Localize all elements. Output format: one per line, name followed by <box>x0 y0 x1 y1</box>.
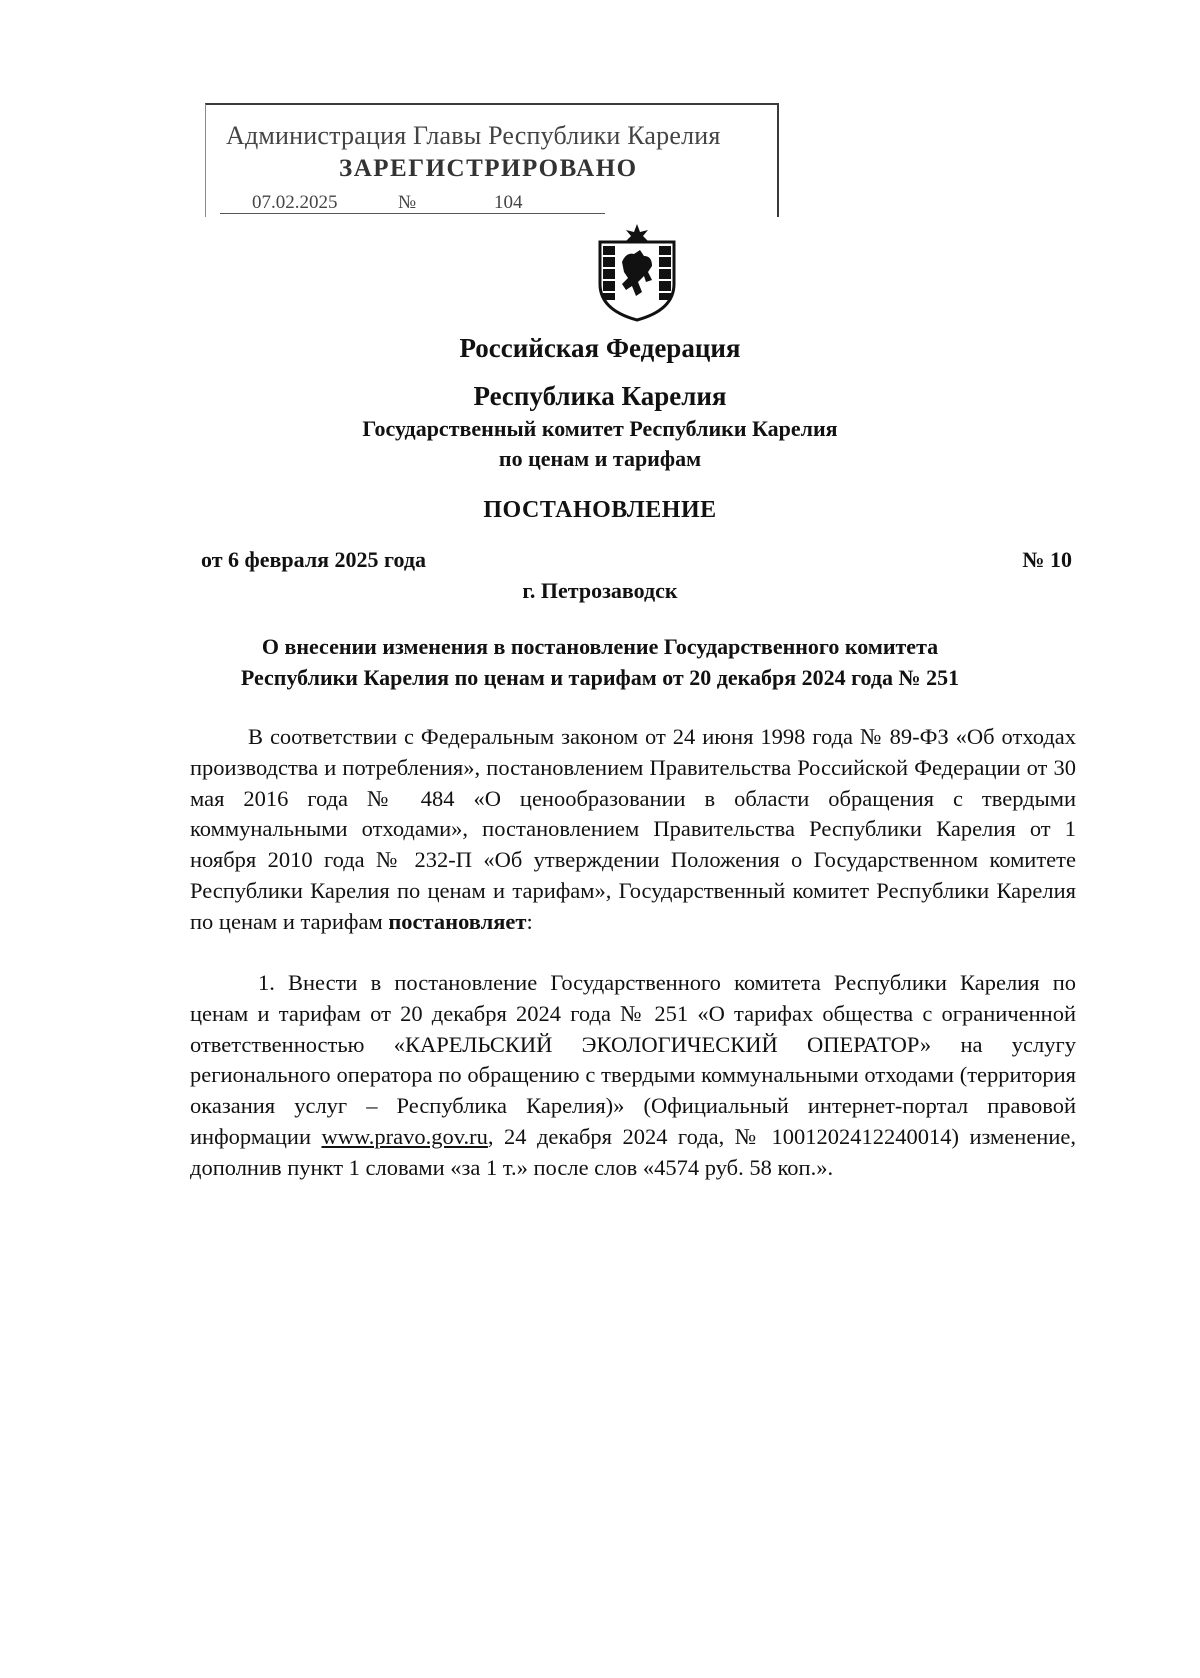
stamp-date: 07.02.2025 <box>252 192 338 213</box>
preamble-colon: : <box>526 908 533 934</box>
header-federation: Российская Федерация <box>459 333 741 363</box>
document-city: г. Петрозаводск <box>522 578 678 603</box>
header-republic: Республика Карелия <box>473 381 727 411</box>
paragraph-preamble <box>190 722 1076 938</box>
registration-stamp <box>205 103 779 217</box>
document-type: ПОСТАНОВЛЕНИЕ <box>483 497 717 523</box>
item-1-text: 1. Внести в постановление Государственного комитета Республики Карелия по ценам и тарифам от 20 декабря 2024 года № 251 «О тарифах общества с ограниченной ответственностью «КАРЕЛЬСКИЙ ЭКОЛОГИЧЕСКИЙ ОПЕРАТОР» на услугу регионального оператора по обращению с твердыми коммунальными отходами (территория оказания услуг – Республика Карелия)» (Официальный интернет-портал правовой информации <box>190 970 1076 1149</box>
preamble-decision-word: постановляет <box>388 908 527 934</box>
document-number: № 10 <box>1022 547 1072 572</box>
item-1-text-end: , 24 декабря 2024 года, № 1001202412240014) изменение, дополнив пункт 1 словами «за 1 т.» после слов «4574 руб. 58 коп.». <box>190 1123 1077 1180</box>
subject-line1: О внесении изменения в постановление Государственного комитета <box>261 634 939 659</box>
header-committee-line1: Государственный комитет Республики Карелия <box>362 416 838 441</box>
stamp-underline <box>220 213 605 214</box>
stamp-authority: Администрация Главы Республики Карелия <box>226 121 721 150</box>
preamble-text: В соответствии с Федеральным законом от 24 июня 1998 года № 89-ФЗ «Об отходах производства и потребления», постановлением Правительства Российской Федерации от 30 мая 2016 года № 484 «О ценообразовании в области обращения с твердыми коммунальными отходами», постановлением Правительства Республики Карелия от 1 ноября 2010 года № 232-П «Об утверждении Положения о Государственном комитете Республики Карелия по ценам и тарифам», Государственный комитет Республики Карелия по ценам и тарифам <box>190 724 1076 934</box>
document-date: от 6 февраля 2025 года <box>201 547 426 572</box>
stamp-number-label: № <box>398 192 417 213</box>
stamp-number: 104 <box>494 192 523 213</box>
karelia-coat-of-arms-icon <box>592 222 682 322</box>
header-committee-line2: по ценам и тарифам <box>498 446 702 471</box>
paragraph-item-1 <box>190 968 1076 1184</box>
pravo-link[interactable]: www.pravo.gov.ru <box>321 1123 488 1149</box>
stamp-registered: ЗАРЕГИСТРИРОВАНО <box>339 155 638 182</box>
subject-line2: Республики Карелия по ценам и тарифам от 20 декабря 2024 года № 251 <box>240 665 960 690</box>
